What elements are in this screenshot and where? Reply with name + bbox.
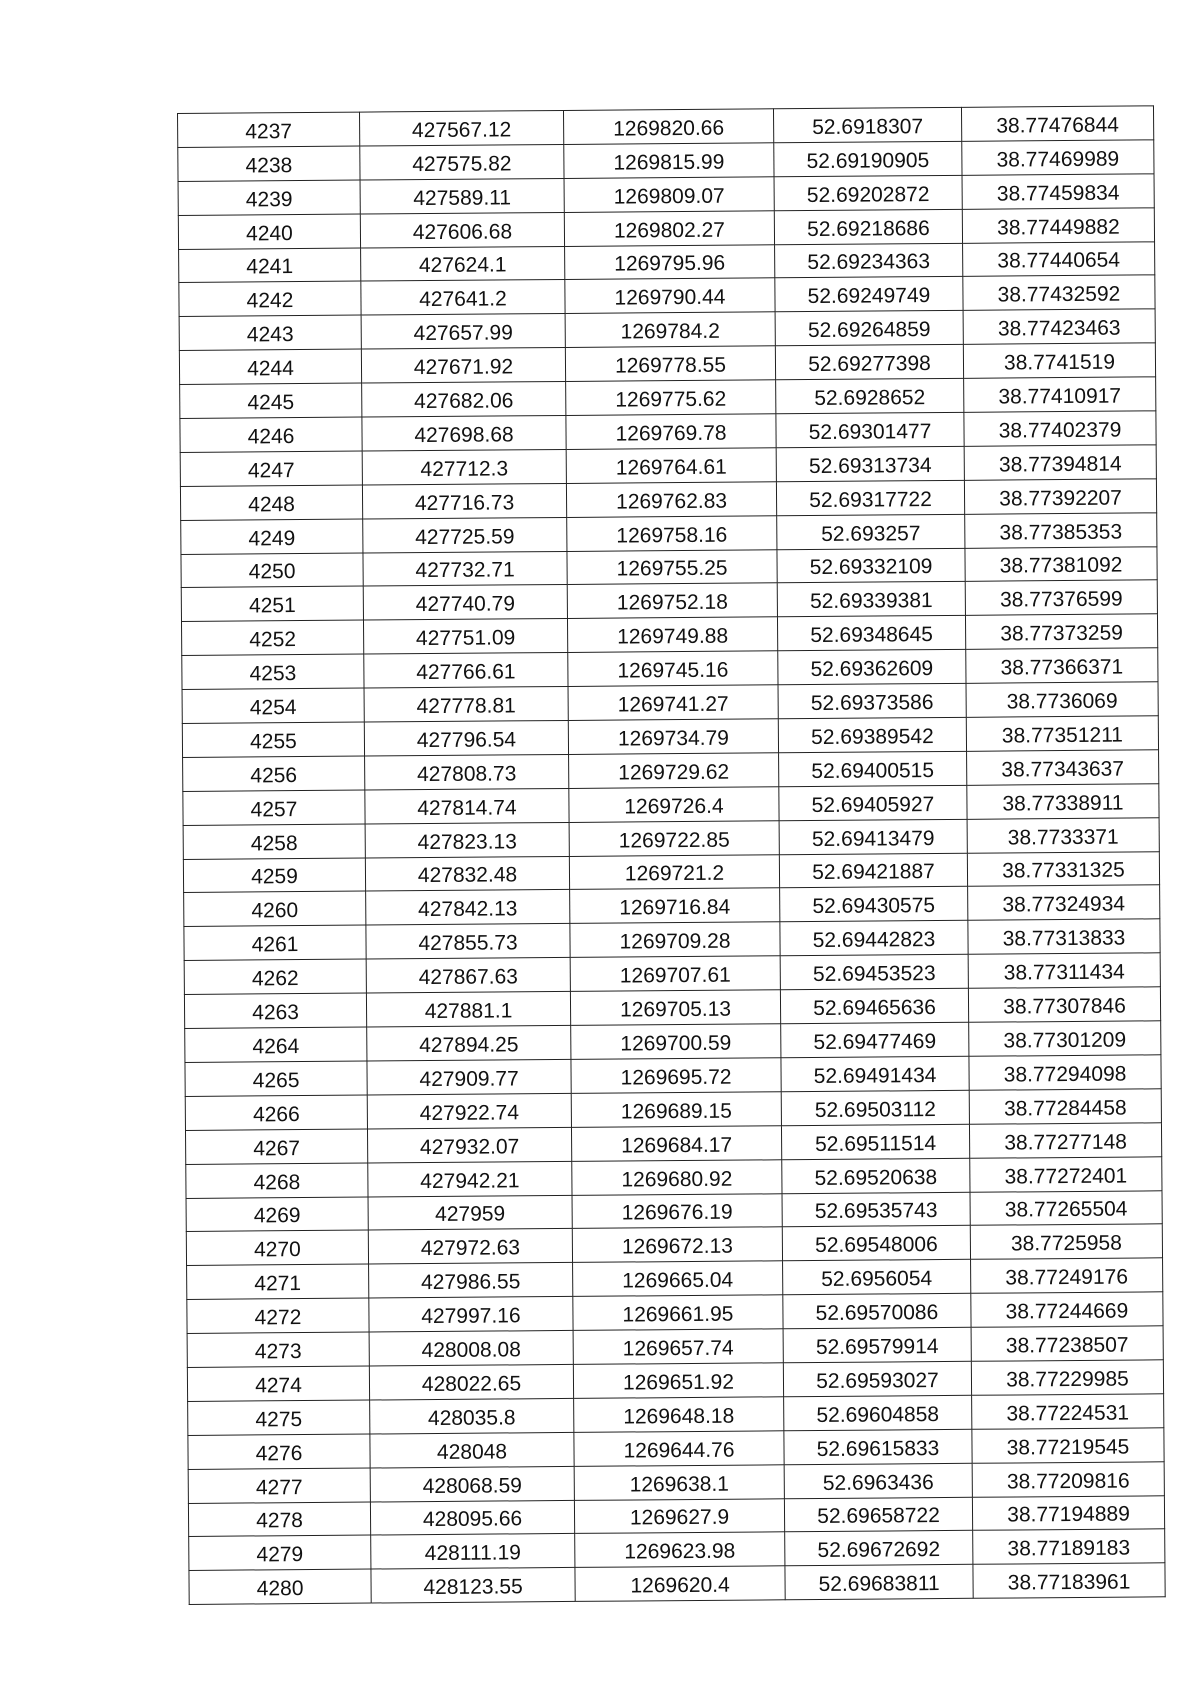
point-number-cell: 4251 — [181, 587, 363, 622]
longitude-cell: 38.77469989 — [962, 140, 1154, 175]
latitude-cell: 52.69264859 — [775, 311, 963, 346]
northing-cell: 1269729.62 — [569, 753, 779, 789]
easting-cell: 427997.16 — [369, 1297, 573, 1332]
northing-cell: 1269745.16 — [568, 651, 778, 687]
easting-cell: 427567.12 — [359, 110, 563, 145]
longitude-cell: 38.77376599 — [965, 580, 1157, 615]
northing-cell: 1269722.85 — [569, 820, 779, 856]
point-number-cell: 4250 — [181, 553, 363, 588]
point-number-cell: 4268 — [186, 1163, 368, 1198]
point-number-cell: 4258 — [183, 824, 365, 859]
latitude-cell: 52.69421887 — [779, 853, 967, 888]
northing-cell: 1269775.62 — [566, 380, 776, 416]
easting-cell: 427823.13 — [365, 822, 569, 857]
northing-cell: 1269657.74 — [573, 1329, 783, 1365]
longitude-cell: 38.77284458 — [969, 1089, 1161, 1124]
northing-cell: 1269644.76 — [574, 1431, 784, 1467]
latitude-cell: 52.69442823 — [780, 921, 968, 956]
latitude-cell: 52.6918307 — [773, 107, 961, 142]
longitude-cell: 38.77265504 — [970, 1190, 1162, 1225]
northing-cell: 1269721.2 — [569, 854, 779, 890]
longitude-cell: 38.77189183 — [973, 1529, 1165, 1564]
easting-cell: 427922.74 — [367, 1093, 571, 1128]
easting-cell: 428068.59 — [370, 1466, 574, 1501]
easting-cell: 427589.11 — [360, 178, 564, 213]
longitude-cell: 38.77343637 — [967, 750, 1159, 785]
northing-cell: 1269726.4 — [569, 787, 779, 823]
point-number-cell: 4242 — [179, 282, 361, 317]
latitude-cell: 52.69593027 — [783, 1361, 971, 1396]
longitude-cell: 38.77277148 — [969, 1123, 1161, 1158]
longitude-cell: 38.77423463 — [963, 309, 1155, 344]
longitude-cell: 38.77402379 — [964, 411, 1156, 446]
northing-cell: 1269762.83 — [566, 482, 776, 518]
easting-cell: 428035.8 — [370, 1398, 574, 1433]
northing-cell: 1269707.61 — [570, 956, 780, 992]
northing-cell: 1269627.9 — [574, 1498, 784, 1534]
longitude-cell: 38.77244669 — [971, 1292, 1163, 1327]
coordinates-table-body — [178, 106, 1166, 1605]
coordinates-table-container — [177, 105, 1165, 1605]
latitude-cell: 52.69491434 — [781, 1056, 969, 1091]
point-number-cell: 4264 — [185, 1027, 367, 1062]
northing-cell: 1269778.55 — [565, 346, 775, 382]
northing-cell: 1269790.44 — [565, 278, 775, 314]
latitude-cell: 52.69249749 — [775, 277, 963, 312]
point-number-cell: 4267 — [185, 1129, 367, 1164]
latitude-cell: 52.69683811 — [785, 1565, 973, 1600]
easting-cell: 427682.06 — [362, 382, 566, 417]
longitude-cell: 38.77313833 — [968, 919, 1160, 954]
northing-cell: 1269764.61 — [566, 448, 776, 484]
easting-cell: 427796.54 — [364, 720, 568, 755]
longitude-cell: 38.77183961 — [973, 1563, 1165, 1598]
latitude-cell: 52.69430575 — [780, 887, 968, 922]
longitude-cell: 38.77294098 — [969, 1055, 1161, 1090]
latitude-cell: 52.69658722 — [784, 1497, 972, 1532]
easting-cell: 427740.79 — [363, 585, 567, 620]
easting-cell: 427972.63 — [368, 1229, 572, 1264]
northing-cell: 1269820.66 — [563, 109, 773, 145]
point-number-cell: 4248 — [180, 485, 362, 520]
latitude-cell: 52.69535743 — [782, 1192, 970, 1227]
point-number-cell: 4274 — [187, 1366, 369, 1401]
point-number-cell: 4255 — [182, 722, 364, 757]
easting-cell: 428008.08 — [369, 1330, 573, 1365]
longitude-cell: 38.77381092 — [965, 546, 1157, 581]
point-number-cell: 4270 — [186, 1230, 368, 1265]
point-number-cell: 4269 — [186, 1197, 368, 1232]
point-number-cell: 4265 — [185, 1061, 367, 1096]
latitude-cell: 52.6956054 — [783, 1260, 971, 1295]
easting-cell: 427814.74 — [365, 788, 569, 823]
longitude-cell: 38.77209816 — [972, 1461, 1164, 1496]
northing-cell: 1269749.88 — [567, 617, 777, 653]
latitude-cell: 52.69570086 — [783, 1293, 971, 1328]
easting-cell: 427624.1 — [361, 246, 565, 281]
longitude-cell: 38.77249176 — [971, 1258, 1163, 1293]
point-number-cell: 4253 — [182, 654, 364, 689]
easting-cell: 427712.3 — [362, 449, 566, 484]
easting-cell: 427881.1 — [366, 992, 570, 1027]
northing-cell: 1269769.78 — [566, 414, 776, 450]
northing-cell: 1269623.98 — [575, 1532, 785, 1568]
easting-cell: 427932.07 — [367, 1127, 571, 1162]
easting-cell: 427575.82 — [360, 144, 564, 179]
northing-cell: 1269661.95 — [573, 1295, 783, 1331]
latitude-cell: 52.69453523 — [780, 955, 968, 990]
latitude-cell: 52.69313734 — [776, 446, 964, 481]
point-number-cell: 4280 — [189, 1569, 371, 1604]
easting-cell: 427942.21 — [368, 1161, 572, 1196]
longitude-cell: 38.77224531 — [972, 1394, 1164, 1429]
point-number-cell: 4237 — [178, 112, 360, 147]
latitude-cell: 52.69202872 — [774, 175, 962, 210]
longitude-cell: 38.77338911 — [967, 784, 1159, 819]
point-number-cell: 4249 — [181, 519, 363, 554]
longitude-cell: 38.77229985 — [971, 1360, 1163, 1395]
northing-cell: 1269695.72 — [571, 1058, 781, 1094]
latitude-cell: 52.69604858 — [784, 1395, 972, 1430]
longitude-cell: 38.77373259 — [965, 614, 1157, 649]
longitude-cell: 38.77366371 — [966, 648, 1158, 683]
easting-cell: 427867.63 — [366, 958, 570, 993]
northing-cell: 1269700.59 — [571, 1024, 781, 1060]
easting-cell: 428111.19 — [371, 1534, 575, 1569]
northing-cell: 1269802.27 — [564, 210, 774, 246]
coordinates-table — [177, 105, 1166, 1605]
longitude-cell: 38.77194889 — [972, 1495, 1164, 1530]
longitude-cell: 38.7741519 — [963, 343, 1155, 378]
longitude-cell: 38.77307846 — [968, 987, 1160, 1022]
point-number-cell: 4239 — [178, 180, 360, 215]
northing-cell: 1269676.19 — [572, 1193, 782, 1229]
easting-cell: 428048 — [370, 1432, 574, 1467]
northing-cell: 1269741.27 — [568, 685, 778, 721]
latitude-cell: 52.69400515 — [779, 751, 967, 786]
latitude-cell: 52.69520638 — [782, 1158, 970, 1193]
point-number-cell: 4262 — [184, 959, 366, 994]
longitude-cell: 38.7733371 — [967, 818, 1159, 853]
point-number-cell: 4243 — [179, 315, 361, 350]
longitude-cell: 38.77440654 — [963, 241, 1155, 276]
point-number-cell: 4263 — [184, 993, 366, 1028]
latitude-cell: 52.69373586 — [778, 683, 966, 718]
northing-cell: 1269755.25 — [567, 549, 777, 585]
easting-cell: 427716.73 — [362, 483, 566, 518]
point-number-cell: 4257 — [183, 790, 365, 825]
northing-cell: 1269705.13 — [570, 990, 780, 1026]
latitude-cell: 52.6963436 — [784, 1463, 972, 1498]
latitude-cell: 52.693257 — [777, 514, 965, 549]
point-number-cell: 4238 — [178, 146, 360, 181]
latitude-cell: 52.69389542 — [778, 717, 966, 752]
point-number-cell: 4240 — [178, 214, 360, 249]
longitude-cell: 38.77311434 — [968, 953, 1160, 988]
northing-cell: 1269689.15 — [571, 1092, 781, 1128]
longitude-cell: 38.77351211 — [966, 716, 1158, 751]
point-number-cell: 4278 — [188, 1502, 370, 1537]
point-number-cell: 4247 — [180, 451, 362, 486]
latitude-cell: 52.69218686 — [774, 209, 962, 244]
northing-cell: 1269651.92 — [573, 1363, 783, 1399]
northing-cell: 1269752.18 — [567, 583, 777, 619]
latitude-cell: 52.69277398 — [775, 345, 963, 380]
point-number-cell: 4254 — [182, 688, 364, 723]
latitude-cell: 52.69362609 — [778, 650, 966, 685]
point-number-cell: 4252 — [181, 620, 363, 655]
point-number-cell: 4277 — [188, 1468, 370, 1503]
point-number-cell: 4261 — [184, 925, 366, 960]
easting-cell: 427986.55 — [369, 1263, 573, 1298]
northing-cell: 1269734.79 — [568, 719, 778, 755]
point-number-cell: 4266 — [185, 1095, 367, 1130]
easting-cell: 427751.09 — [363, 619, 567, 654]
longitude-cell: 38.77476844 — [961, 106, 1153, 141]
longitude-cell: 38.77459834 — [962, 174, 1154, 209]
latitude-cell: 52.69615833 — [784, 1429, 972, 1464]
easting-cell: 427766.61 — [364, 653, 568, 688]
latitude-cell: 52.69317722 — [776, 480, 964, 515]
longitude-cell: 38.77432592 — [963, 275, 1155, 310]
northing-cell: 1269665.04 — [573, 1261, 783, 1297]
latitude-cell: 52.69234363 — [775, 243, 963, 278]
longitude-cell: 38.77385353 — [965, 513, 1157, 548]
point-number-cell: 4244 — [179, 349, 361, 384]
latitude-cell: 52.69301477 — [776, 412, 964, 447]
easting-cell: 427671.92 — [361, 348, 565, 383]
latitude-cell: 52.69511514 — [781, 1124, 969, 1159]
longitude-cell: 38.7736069 — [966, 682, 1158, 717]
longitude-cell: 38.77394814 — [964, 445, 1156, 480]
longitude-cell: 38.77331325 — [967, 851, 1159, 886]
northing-cell: 1269815.99 — [564, 143, 774, 179]
latitude-cell: 52.69413479 — [779, 819, 967, 854]
easting-cell: 427778.81 — [364, 687, 568, 722]
point-number-cell: 4272 — [187, 1298, 369, 1333]
point-number-cell: 4271 — [187, 1264, 369, 1299]
easting-cell: 427842.13 — [366, 890, 570, 925]
easting-cell: 428095.66 — [370, 1500, 574, 1535]
latitude-cell: 52.69348645 — [777, 616, 965, 651]
longitude-cell: 38.77272401 — [970, 1156, 1162, 1191]
northing-cell: 1269758.16 — [567, 515, 777, 551]
northing-cell: 1269620.4 — [575, 1566, 785, 1602]
easting-cell: 427725.59 — [363, 517, 567, 552]
easting-cell: 427909.77 — [367, 1059, 571, 1094]
latitude-cell: 52.69672692 — [785, 1531, 973, 1566]
longitude-cell: 38.77219545 — [972, 1428, 1164, 1463]
longitude-cell: 38.77449882 — [962, 207, 1154, 242]
point-number-cell: 4246 — [180, 417, 362, 452]
point-number-cell: 4276 — [188, 1434, 370, 1469]
northing-cell: 1269795.96 — [565, 244, 775, 280]
point-number-cell: 4275 — [188, 1400, 370, 1435]
latitude-cell: 52.69503112 — [781, 1090, 969, 1125]
easting-cell: 427855.73 — [366, 924, 570, 959]
easting-cell: 427894.25 — [367, 1025, 571, 1060]
northing-cell: 1269672.13 — [572, 1227, 782, 1263]
latitude-cell: 52.69405927 — [779, 785, 967, 820]
northing-cell: 1269680.92 — [572, 1159, 782, 1195]
easting-cell: 428022.65 — [369, 1364, 573, 1399]
longitude-cell: 38.77410917 — [964, 377, 1156, 412]
latitude-cell: 52.69548006 — [782, 1226, 970, 1261]
point-number-cell: 4245 — [180, 383, 362, 418]
longitude-cell: 38.77238507 — [971, 1326, 1163, 1361]
point-number-cell: 4241 — [179, 248, 361, 283]
easting-cell: 427959 — [368, 1195, 572, 1230]
easting-cell: 427657.99 — [361, 314, 565, 349]
longitude-cell: 38.77392207 — [964, 479, 1156, 514]
easting-cell: 427732.71 — [363, 551, 567, 586]
northing-cell: 1269784.2 — [565, 312, 775, 348]
latitude-cell: 52.6928652 — [776, 378, 964, 413]
point-number-cell: 4259 — [183, 858, 365, 893]
latitude-cell: 52.69339381 — [777, 582, 965, 617]
longitude-cell: 38.77301209 — [969, 1021, 1161, 1056]
table-row — [189, 1563, 1165, 1605]
northing-cell: 1269709.28 — [570, 922, 780, 958]
northing-cell: 1269716.84 — [570, 888, 780, 924]
northing-cell: 1269684.17 — [571, 1126, 781, 1162]
latitude-cell: 52.69332109 — [777, 548, 965, 583]
northing-cell: 1269809.07 — [564, 177, 774, 213]
easting-cell: 427641.2 — [361, 280, 565, 315]
easting-cell: 427832.48 — [365, 856, 569, 891]
latitude-cell: 52.69579914 — [783, 1327, 971, 1362]
easting-cell: 427606.68 — [360, 212, 564, 247]
point-number-cell: 4256 — [183, 756, 365, 791]
easting-cell: 427698.68 — [362, 415, 566, 450]
northing-cell: 1269648.18 — [574, 1397, 784, 1433]
northing-cell: 1269638.1 — [574, 1464, 784, 1500]
longitude-cell: 38.77324934 — [968, 885, 1160, 920]
point-number-cell: 4260 — [184, 892, 366, 927]
longitude-cell: 38.7725958 — [970, 1224, 1162, 1259]
point-number-cell: 4279 — [189, 1535, 371, 1570]
latitude-cell: 52.69190905 — [774, 141, 962, 176]
easting-cell: 428123.55 — [371, 1568, 575, 1603]
point-number-cell: 4273 — [187, 1332, 369, 1367]
easting-cell: 427808.73 — [365, 754, 569, 789]
latitude-cell: 52.69465636 — [780, 988, 968, 1023]
latitude-cell: 52.69477469 — [781, 1022, 969, 1057]
